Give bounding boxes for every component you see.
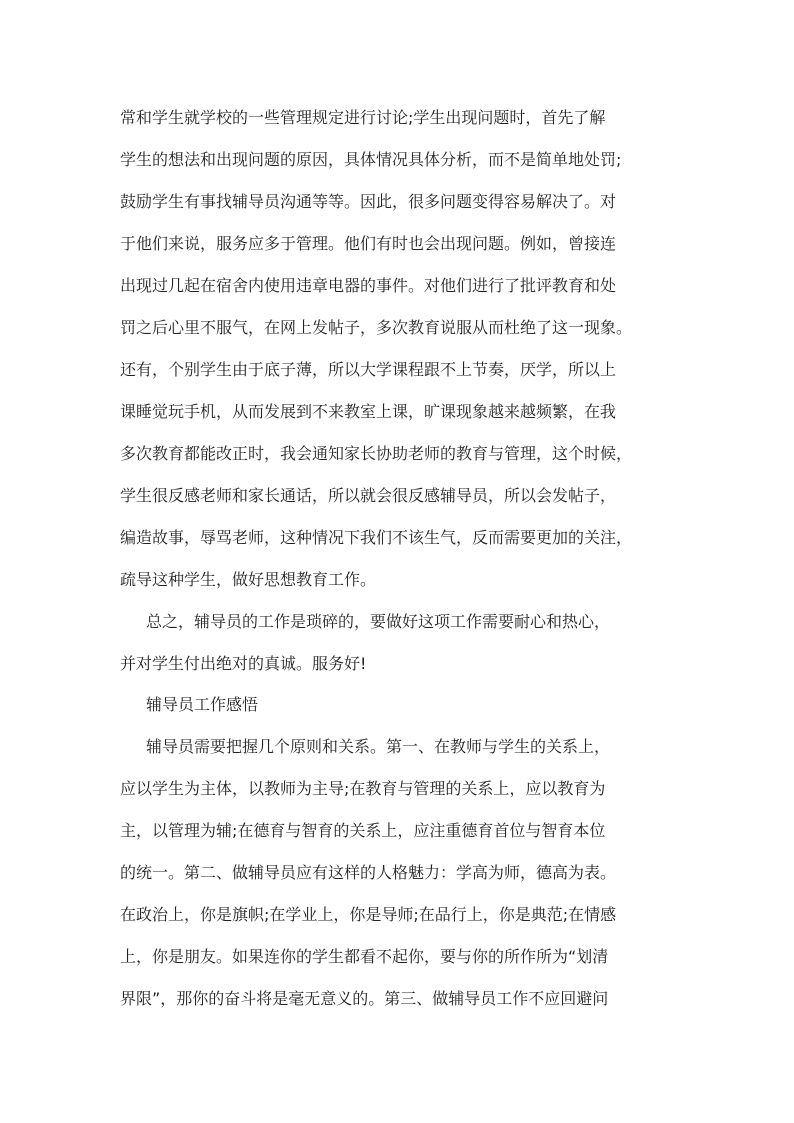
paragraph-line: 还有，个别学生由于底子薄，所以大学课程跟不上节奏，厌学，所以上 [120,360,617,379]
paragraph-line: 的统一。第二、做辅导员应有这样的人格魅力：学高为师，德高为表。 [120,863,617,882]
paragraph-line: 多次教育都能改正时，我会通知家长协助老师的教育与管理，这个时候， [120,444,633,463]
paragraph-line: 界限”，那你的奋斗将是毫无意义的。第三、做辅导员工作不应回避问 [120,989,609,1008]
paragraph-line: 罚之后心里不服气，在网上发帖子，多次教育说服从而杜绝了这一现象。 [120,318,633,337]
paragraph-line: 主，以管理为辅;在德育与智育的关系上，应注重德育首位与智育本位 [120,821,606,840]
paragraph-line: 并对学生付出绝对的真诚。服务好! [120,654,367,673]
paragraph-line: 课睡觉玩手机，从而发展到不来教室上课，旷课现象越来越频繁，在我 [120,402,617,421]
paragraph-line: 上，你是朋友。如果连你的学生都看不起你，要与你的所作所为“划清 [120,947,609,966]
paragraph-line: 编造故事，辱骂老师，这种情况下我们不该生气，反而需要更加的关注， [120,528,633,547]
paragraph-line: 辅导员需要把握几个原则和关系。第一、在教师与学生的关系上， [146,737,611,756]
paragraph-line: 学生很反感老师和家长通话，所以就会很反感辅导员，所以会发帖子， [120,486,617,505]
paragraph-line: 学生的想法和出现问题的原因，具体情况具体分析，而不是简单地处罚; [120,150,622,169]
paragraph-line: 总之，辅导员的工作是琐碎的，要做好这项工作需要耐心和热心， [146,612,611,631]
paragraph-line: 鼓励学生有事找辅导员沟通等等。因此，很多问题变得容易解决了。对 [120,192,617,211]
paragraph-line: 应以学生为主体，以教师为主导;在教育与管理的关系上，应以教育为 [120,779,606,798]
section-heading: 辅导员工作感悟 [146,695,259,714]
paragraph-line: 常和学生就学校的一些管理规定进行讨论;学生出现问题时，首先了解 [120,108,606,127]
paragraph-line: 于他们来说，服务应多于管理。他们有时也会出现问题。例如，曾接连 [120,234,617,253]
paragraph-line: 在政治上，你是旗帜;在学业上，你是导师;在品行上，你是典范;在情感 [120,905,617,924]
paragraph-line: 出现过几起在宿舍内使用违章电器的事件。对他们进行了批评教育和处 [120,276,617,295]
paragraph-line: 疏导这种学生，做好思想教育工作。 [120,570,377,589]
